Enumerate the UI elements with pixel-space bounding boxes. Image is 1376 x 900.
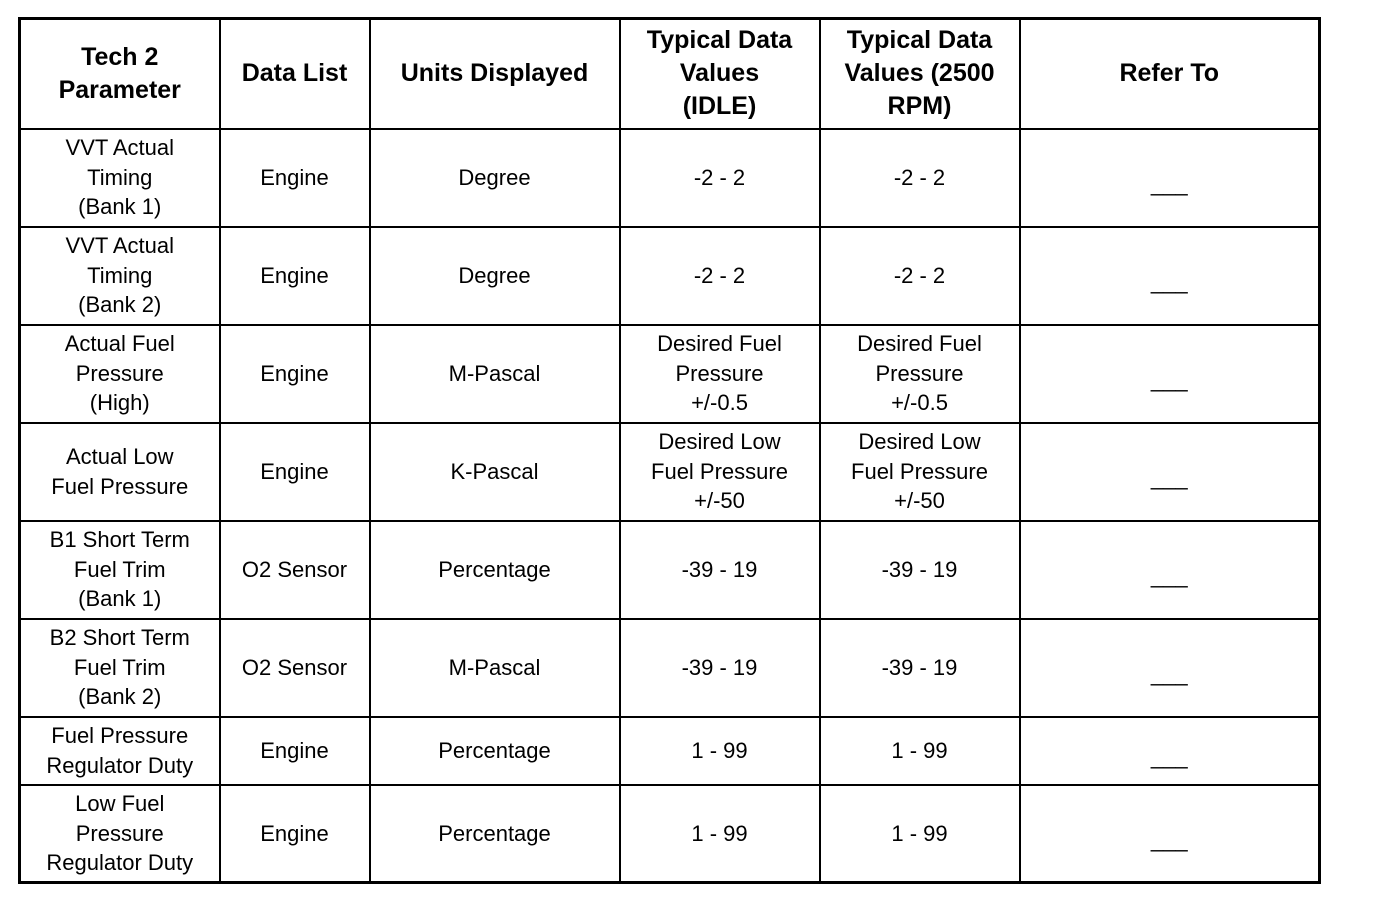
cell-rpm: Desired Fuel Pressure +/-0.5 — [820, 325, 1020, 423]
table-row — [20, 785, 1320, 883]
cell-refer: ___ — [1020, 717, 1320, 785]
cell-data-list: O2 Sensor — [220, 521, 370, 619]
cell-idle: -2 - 2 — [620, 227, 820, 325]
cell-idle: -39 - 19 — [620, 619, 820, 717]
cell-units: Degree — [370, 227, 620, 325]
header-row — [20, 19, 1320, 129]
cell-parameter: Low Fuel Pressure Regulator Duty — [20, 785, 220, 883]
cell-refer: ___ — [1020, 129, 1320, 227]
table-row — [20, 521, 1320, 619]
cell-units: Percentage — [370, 521, 620, 619]
header-data-list: Data List — [220, 19, 370, 129]
cell-rpm: 1 - 99 — [820, 717, 1020, 785]
cell-refer: ___ — [1020, 521, 1320, 619]
cell-units: M-Pascal — [370, 325, 620, 423]
cell-units: Degree — [370, 129, 620, 227]
cell-rpm: -39 - 19 — [820, 619, 1020, 717]
cell-rpm: -2 - 2 — [820, 227, 1020, 325]
cell-refer: ___ — [1020, 227, 1320, 325]
cell-parameter: Fuel Pressure Regulator Duty — [20, 717, 220, 785]
cell-data-list: O2 Sensor — [220, 619, 370, 717]
cell-parameter: B1 Short Term Fuel Trim (Bank 1) — [20, 521, 220, 619]
cell-refer: ___ — [1020, 423, 1320, 521]
cell-data-list: Engine — [220, 325, 370, 423]
cell-idle: Desired Fuel Pressure +/-0.5 — [620, 325, 820, 423]
cell-units: K-Pascal — [370, 423, 620, 521]
cell-parameter: Actual Fuel Pressure (High) — [20, 325, 220, 423]
cell-refer: ___ — [1020, 619, 1320, 717]
cell-parameter: Actual Low Fuel Pressure — [20, 423, 220, 521]
header-rpm: Typical Data Values (2500 RPM) — [820, 19, 1020, 129]
cell-data-list: Engine — [220, 227, 370, 325]
cell-parameter: VVT Actual Timing (Bank 1) — [20, 129, 220, 227]
parameter-table — [18, 17, 1321, 884]
cell-refer: ___ — [1020, 785, 1320, 883]
cell-rpm: Desired Low Fuel Pressure +/-50 — [820, 423, 1020, 521]
cell-data-list: Engine — [220, 423, 370, 521]
header-parameter: Tech 2 Parameter — [20, 19, 220, 129]
cell-parameter: VVT Actual Timing (Bank 2) — [20, 227, 220, 325]
header-idle: Typical Data Values (IDLE) — [620, 19, 820, 129]
cell-data-list: Engine — [220, 717, 370, 785]
cell-units: Percentage — [370, 785, 620, 883]
cell-units: Percentage — [370, 717, 620, 785]
cell-rpm: -2 - 2 — [820, 129, 1020, 227]
table-row — [20, 325, 1320, 423]
cell-idle: 1 - 99 — [620, 785, 820, 883]
cell-units: M-Pascal — [370, 619, 620, 717]
cell-rpm: -39 - 19 — [820, 521, 1020, 619]
table-row — [20, 619, 1320, 717]
header-units: Units Displayed — [370, 19, 620, 129]
cell-rpm: 1 - 99 — [820, 785, 1020, 883]
cell-idle: 1 - 99 — [620, 717, 820, 785]
table-row — [20, 423, 1320, 521]
cell-refer: ___ — [1020, 325, 1320, 423]
cell-idle: -2 - 2 — [620, 129, 820, 227]
cell-data-list: Engine — [220, 785, 370, 883]
table-row — [20, 227, 1320, 325]
table-row — [20, 717, 1320, 785]
header-refer: Refer To — [1020, 19, 1320, 129]
cell-idle: Desired Low Fuel Pressure +/-50 — [620, 423, 820, 521]
cell-data-list: Engine — [220, 129, 370, 227]
cell-idle: -39 - 19 — [620, 521, 820, 619]
table-row — [20, 129, 1320, 227]
cell-parameter: B2 Short Term Fuel Trim (Bank 2) — [20, 619, 220, 717]
